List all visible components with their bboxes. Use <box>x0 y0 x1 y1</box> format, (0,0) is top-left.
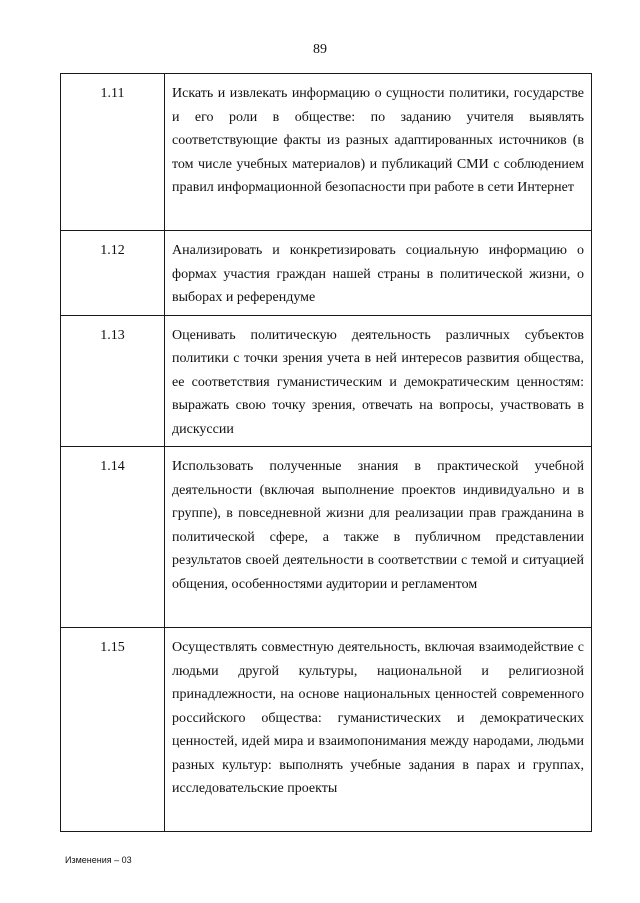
row-code: 1.12 <box>61 231 165 316</box>
row-code: 1.11 <box>61 74 165 231</box>
table-row <box>61 628 592 832</box>
row-text: Искать и извлекать информацию о сущности политики, государстве и его роли в обществе: по заданию учителя выявлять соответствующие факты из разных адаптированных источников (в том числе учебных материалов) и публикаций СМИ с соблюдением правил информационной безопасности при работе в сети Интернет <box>165 74 592 231</box>
page-number: 89 <box>313 42 327 57</box>
row-text: Осуществлять совместную деятельность, включая взаимодействие с людьми другой культуры, национальной и религиозной принадлежности, на основе национальных ценностей современного российского общества: гуманистических и демократических ценностей, идей мира и взаимопонимания между народами, людьми разных культур: выполнять учебные задания в парах и группах, исследовательские проекты <box>165 628 592 832</box>
row-code: 1.13 <box>61 315 165 447</box>
row-code: 1.15 <box>61 628 165 832</box>
row-text: Анализировать и конкретизировать социальную информацию о формах участия граждан нашей страны в политической жизни, о выборах и референдуме <box>165 231 592 316</box>
table-row <box>61 447 592 628</box>
requirements-table <box>60 73 592 832</box>
table-row <box>61 231 592 316</box>
footer-revision: Изменения – 03 <box>65 855 132 865</box>
row-text: Оценивать политическую деятельность различных субъектов политики с точки зрения учета в ней интересов развития общества, ее соответствия гуманистическим и демократическим ценностям: выражать свою точку зрения, отвечать на вопросы, участвовать в дискуссии <box>165 315 592 447</box>
table-row <box>61 74 592 231</box>
table-row <box>61 315 592 447</box>
row-code: 1.14 <box>61 447 165 628</box>
row-text: Использовать полученные знания в практической учебной деятельности (включая выполнение проектов индивидуально и в группе), в повседневной жизни для реализации прав гражданина в политической сфере, а также в публичном представлении результатов своей деятельности в соответствии с темой и ситуацией общения, особенностями аудитории и регламентом <box>165 447 592 628</box>
